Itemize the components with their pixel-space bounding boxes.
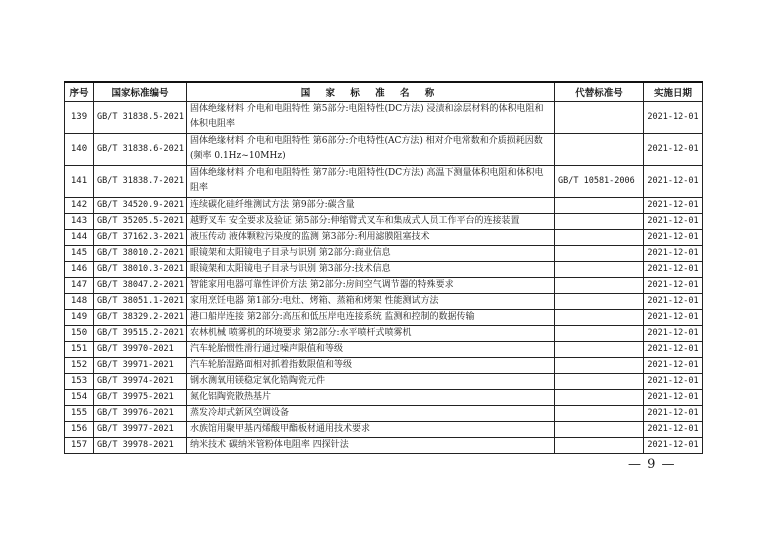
row-seq: 151 bbox=[65, 341, 94, 357]
row-replaced bbox=[555, 277, 644, 293]
row-replaced bbox=[555, 421, 644, 437]
table-row bbox=[65, 325, 703, 341]
row-name: 家用烹饪电器 第1部分:电灶、烤箱、蒸箱和烤架 性能测试方法 bbox=[187, 293, 555, 309]
row-replaced: GB/T 10581-2006 bbox=[555, 165, 644, 197]
row-seq: 153 bbox=[65, 373, 94, 389]
row-name: 农林机械 喷雾机的环境要求 第2部分:水平喷杆式喷雾机 bbox=[187, 325, 555, 341]
row-date: 2021-12-01 bbox=[644, 405, 703, 421]
table-row bbox=[65, 373, 703, 389]
row-replaced bbox=[555, 293, 644, 309]
row-replaced bbox=[555, 389, 644, 405]
row-replaced bbox=[555, 261, 644, 277]
row-seq: 141 bbox=[65, 165, 94, 197]
table-row bbox=[65, 165, 703, 197]
row-replaced bbox=[555, 101, 644, 133]
row-name: 蒸发冷却式新风空调设备 bbox=[187, 405, 555, 421]
row-name: 氮化铝陶瓷散热基片 bbox=[187, 389, 555, 405]
row-date: 2021-12-01 bbox=[644, 341, 703, 357]
table-header-row bbox=[65, 82, 703, 101]
row-name: 固体绝缘材料 介电和电阻特性 第5部分:电阻特性(DC方法) 浸渍和涂层材料的体积电阻和体积电阻率 bbox=[187, 101, 555, 133]
row-date: 2021-12-01 bbox=[644, 357, 703, 373]
table-row bbox=[65, 229, 703, 245]
row-code: GB/T 39978-2021 bbox=[94, 437, 187, 453]
row-date: 2021-12-01 bbox=[644, 229, 703, 245]
row-replaced bbox=[555, 197, 644, 213]
row-seq: 147 bbox=[65, 277, 94, 293]
row-date: 2021-12-01 bbox=[644, 421, 703, 437]
row-name: 固体绝缘材料 介电和电阻特性 第6部分:介电特性(AC方法) 相对介电常数和介质损耗因数(频率 0.1Hz~10MHz) bbox=[187, 133, 555, 165]
row-seq: 149 bbox=[65, 309, 94, 325]
row-date: 2021-12-01 bbox=[644, 437, 703, 453]
row-seq: 140 bbox=[65, 133, 94, 165]
row-name: 钢水测氧用镁稳定氧化锆陶瓷元件 bbox=[187, 373, 555, 389]
row-seq: 157 bbox=[65, 437, 94, 453]
header-date: 实施日期 bbox=[644, 82, 703, 101]
row-seq: 146 bbox=[65, 261, 94, 277]
row-name: 纳米技术 碳纳米管粉体电阻率 四探针法 bbox=[187, 437, 555, 453]
row-replaced bbox=[555, 325, 644, 341]
row-date: 2021-12-01 bbox=[644, 277, 703, 293]
table-row bbox=[65, 261, 703, 277]
row-seq: 152 bbox=[65, 357, 94, 373]
row-date: 2021-12-01 bbox=[644, 245, 703, 261]
table-row bbox=[65, 309, 703, 325]
table-row bbox=[65, 293, 703, 309]
table-row bbox=[65, 245, 703, 261]
row-replaced bbox=[555, 357, 644, 373]
row-date: 2021-12-01 bbox=[644, 261, 703, 277]
row-code: GB/T 37162.3-2021 bbox=[94, 229, 187, 245]
row-name: 汽车轮胎惯性滑行通过噪声限值和等级 bbox=[187, 341, 555, 357]
row-name: 水族馆用聚甲基丙烯酸甲酯板材通用技术要求 bbox=[187, 421, 555, 437]
row-date: 2021-12-01 bbox=[644, 389, 703, 405]
row-code: GB/T 38010.3-2021 bbox=[94, 261, 187, 277]
row-code: GB/T 31838.5-2021 bbox=[94, 101, 187, 133]
row-seq: 143 bbox=[65, 213, 94, 229]
row-code: GB/T 35205.5-2021 bbox=[94, 213, 187, 229]
row-code: GB/T 39975-2021 bbox=[94, 389, 187, 405]
table-row bbox=[65, 357, 703, 373]
row-code: GB/T 38047.2-2021 bbox=[94, 277, 187, 293]
header-name: 国 家 标 准 名 称 bbox=[187, 82, 555, 101]
row-date: 2021-12-01 bbox=[644, 325, 703, 341]
table-row bbox=[65, 133, 703, 165]
row-code: GB/T 38010.2-2021 bbox=[94, 245, 187, 261]
row-replaced bbox=[555, 437, 644, 453]
row-date: 2021-12-01 bbox=[644, 133, 703, 165]
row-replaced bbox=[555, 405, 644, 421]
row-date: 2021-12-01 bbox=[644, 213, 703, 229]
table-row bbox=[65, 421, 703, 437]
row-date: 2021-12-01 bbox=[644, 309, 703, 325]
row-replaced bbox=[555, 229, 644, 245]
row-code: GB/T 34520.9-2021 bbox=[94, 197, 187, 213]
row-replaced bbox=[555, 133, 644, 165]
row-date: 2021-12-01 bbox=[644, 197, 703, 213]
row-code: GB/T 38051.1-2021 bbox=[94, 293, 187, 309]
row-replaced bbox=[555, 341, 644, 357]
row-date: 2021-12-01 bbox=[644, 165, 703, 197]
row-name: 液压传动 液体颗粒污染度的监测 第3部分:利用滤膜阻塞技术 bbox=[187, 229, 555, 245]
row-seq: 142 bbox=[65, 197, 94, 213]
row-replaced bbox=[555, 245, 644, 261]
row-replaced bbox=[555, 373, 644, 389]
row-seq: 150 bbox=[65, 325, 94, 341]
row-code: GB/T 39976-2021 bbox=[94, 405, 187, 421]
row-name: 智能家用电器可靠性评价方法 第2部分:房间空气调节器的特殊要求 bbox=[187, 277, 555, 293]
row-code: GB/T 39974-2021 bbox=[94, 373, 187, 389]
table-row bbox=[65, 197, 703, 213]
row-name: 眼镜架和太阳镜电子目录与识别 第2部分:商业信息 bbox=[187, 245, 555, 261]
row-name: 眼镜架和太阳镜电子目录与识别 第3部分:技术信息 bbox=[187, 261, 555, 277]
header-replaced: 代替标准号 bbox=[555, 82, 644, 101]
row-seq: 144 bbox=[65, 229, 94, 245]
table-row bbox=[65, 341, 703, 357]
row-date: 2021-12-01 bbox=[644, 373, 703, 389]
standards-table bbox=[64, 81, 703, 454]
row-name: 越野叉车 安全要求及验证 第5部分:伸缩臂式叉车和集成式人员工作平台的连接装置 bbox=[187, 213, 555, 229]
row-name: 港口船岸连接 第2部分:高压和低压岸电连接系统 监测和控制的数据传输 bbox=[187, 309, 555, 325]
row-seq: 156 bbox=[65, 421, 94, 437]
table-row bbox=[65, 213, 703, 229]
table-row bbox=[65, 437, 703, 453]
row-seq: 155 bbox=[65, 405, 94, 421]
row-code: GB/T 31838.6-2021 bbox=[94, 133, 187, 165]
row-seq: 145 bbox=[65, 245, 94, 261]
row-seq: 139 bbox=[65, 101, 94, 133]
row-code: GB/T 39515.2-2021 bbox=[94, 325, 187, 341]
header-code: 国家标准编号 bbox=[94, 82, 187, 101]
row-date: 2021-12-01 bbox=[644, 293, 703, 309]
table-row bbox=[65, 405, 703, 421]
row-replaced bbox=[555, 309, 644, 325]
row-code: GB/T 39977-2021 bbox=[94, 421, 187, 437]
row-name: 汽车轮胎湿路面相对抓着指数限值和等级 bbox=[187, 357, 555, 373]
row-seq: 148 bbox=[65, 293, 94, 309]
row-code: GB/T 39971-2021 bbox=[94, 357, 187, 373]
page-number: — 9 — bbox=[628, 457, 676, 472]
row-name: 固体绝缘材料 介电和电阻特性 第7部分:电阻特性(DC方法) 高温下测量体积电阻和体积电阻率 bbox=[187, 165, 555, 197]
table-row bbox=[65, 389, 703, 405]
row-code: GB/T 39970-2021 bbox=[94, 341, 187, 357]
header-seq: 序号 bbox=[65, 82, 94, 101]
row-replaced bbox=[555, 213, 644, 229]
table-row bbox=[65, 277, 703, 293]
row-code: GB/T 38329.2-2021 bbox=[94, 309, 187, 325]
row-date: 2021-12-01 bbox=[644, 101, 703, 133]
row-name: 连续碳化硅纤维测试方法 第9部分:碳含量 bbox=[187, 197, 555, 213]
row-seq: 154 bbox=[65, 389, 94, 405]
table-row bbox=[65, 101, 703, 133]
row-code: GB/T 31838.7-2021 bbox=[94, 165, 187, 197]
